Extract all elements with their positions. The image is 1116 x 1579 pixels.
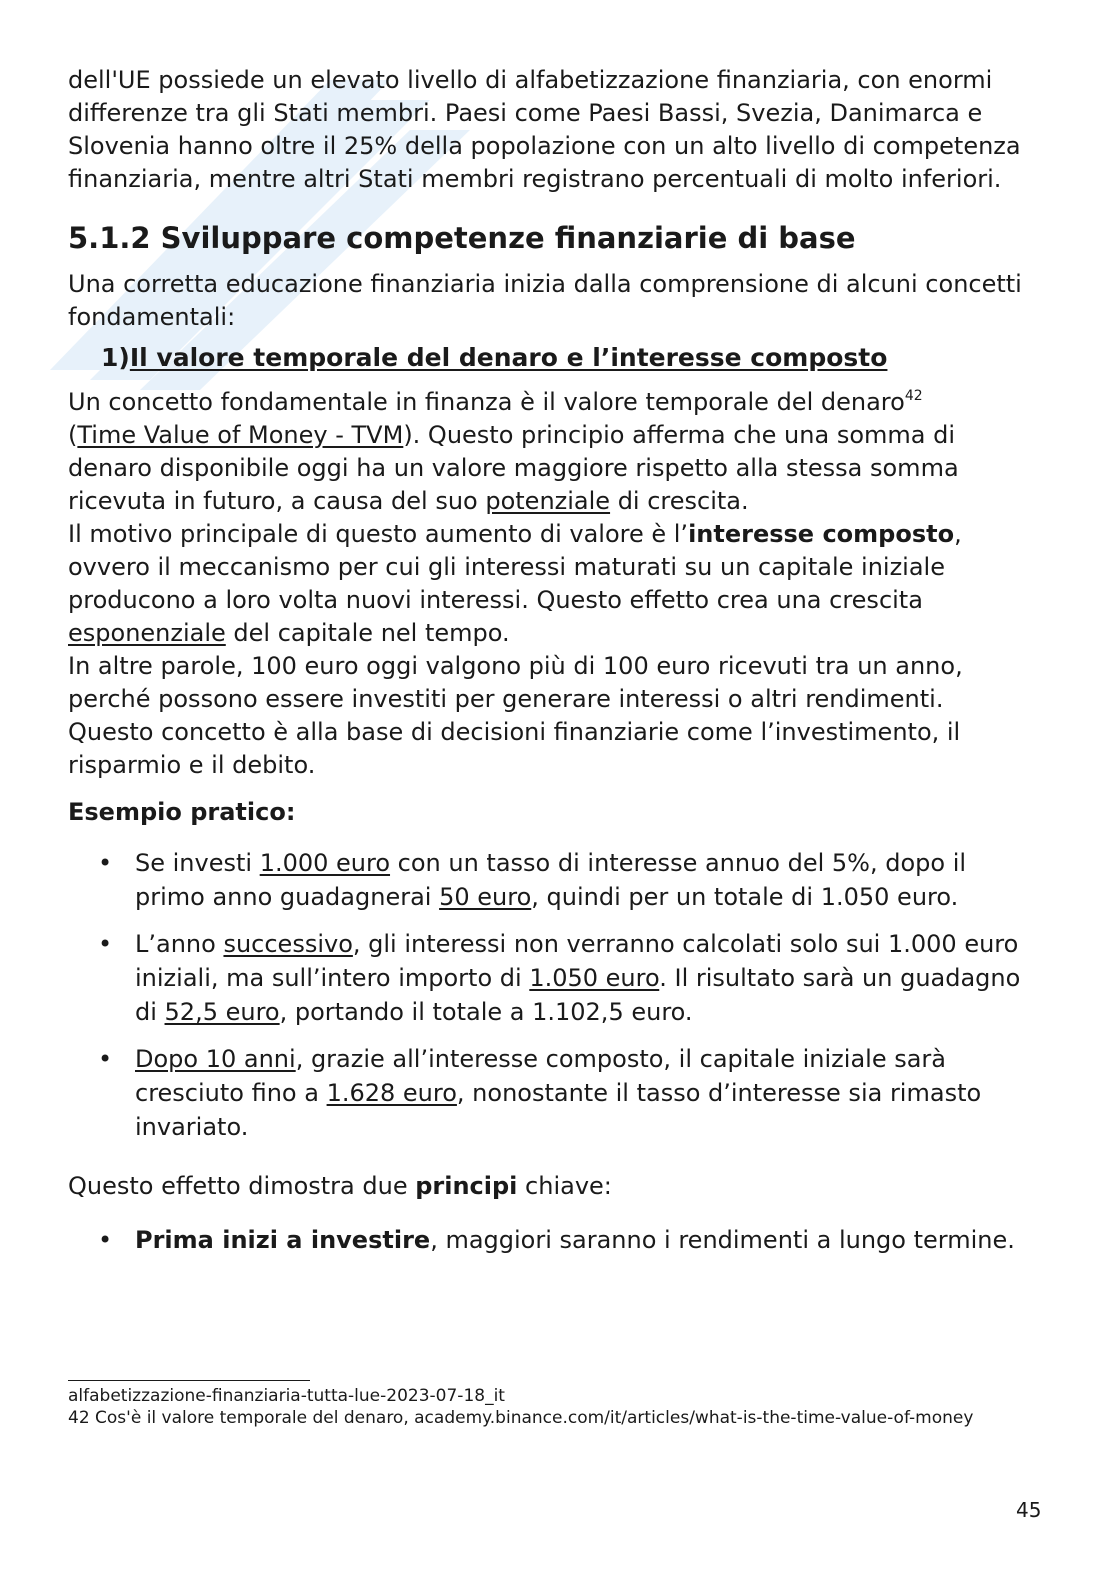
- bold-term: principi: [415, 1172, 518, 1200]
- subsection-number: 1): [101, 343, 130, 372]
- item-text: con un tasso di interesse annuo del 5%, dopo il primo anno guadagnerai: [135, 849, 967, 911]
- subsection-title: Il valore temporale del denaro e l’interesse composto: [129, 343, 888, 372]
- bullet-icon: •: [98, 849, 113, 877]
- tvm-definition: [68, 386, 1043, 518]
- example-list: [68, 846, 1043, 1144]
- subsection-heading: [101, 340, 1043, 376]
- tvm-text: ). Questo principio afferma che una somma di denaro disponibile oggi ha un valore maggiore rispetto alla stessa somma ricevuta in futuro, a causa del suo: [68, 421, 959, 515]
- item-text: , quindi per un totale di 1.050 euro.: [531, 883, 959, 911]
- footnote-source: alfabetizzazione-finanziaria-tutta-lue-2023-07-18_it: [68, 1386, 505, 1406]
- underlined-term: esponenziale: [68, 619, 226, 647]
- underlined-term: 1.628 euro: [326, 1079, 457, 1107]
- tvm-text: (: [68, 421, 78, 449]
- bullet-icon: •: [98, 1045, 113, 1073]
- list-item: [68, 1223, 1043, 1257]
- underlined-term: 1.000 euro: [259, 849, 391, 877]
- intro-text: chiave:: [517, 1172, 612, 1200]
- tvm-paragraph: [68, 386, 1043, 782]
- list-item: [68, 927, 1043, 1029]
- item-text: Se investi: [135, 849, 260, 877]
- tvm-term-link: Time Value of Money - TVM: [77, 421, 404, 449]
- compound-text: del capitale nel tempo.: [225, 619, 510, 647]
- section-lead: Una corretta educazione finanziaria inizia dalla comprensione di alcuni concetti fondamentali:: [68, 270, 1022, 331]
- other-words-text: In altre parole, 100 euro oggi valgono più di 100 euro ricevuti tra un anno, perché possono essere investiti per generare interessi o altri rendimenti.: [68, 652, 963, 713]
- principles-list: [68, 1223, 1043, 1257]
- section-title: 5.1.2 Sviluppare competenze finanziarie di base: [68, 221, 856, 255]
- bold-term: Prima inizi a investire: [135, 1226, 431, 1254]
- underlined-term: successivo: [223, 930, 353, 958]
- list-item: [68, 846, 1043, 914]
- item-text: L’anno: [135, 930, 224, 958]
- item-text: , nonostante il tasso d’interesse sia rimasto invariato.: [135, 1079, 982, 1141]
- page-number: 45: [1016, 1498, 1042, 1522]
- item-text: , gli interessi non verranno calcolati solo sui 1.000 euro iniziali, ma sull’intero importo di: [135, 930, 1019, 992]
- underlined-term: 1.050 euro: [529, 964, 660, 992]
- item-text: , maggiori saranno i rendimenti a lungo termine.: [430, 1226, 1015, 1254]
- tvm-text: Un concetto fondamentale in finanza è il valore temporale del denaro: [68, 388, 905, 416]
- intro-paragraph: dell'UE possiede un elevato livello di alfabetizzazione finanziaria, con enormi differenze tra gli Stati membri. Paesi come Paesi Bassi, Svezia, Danimarca e Slovenia hanno oltre il 25% della popolazione con un alto livello di competenza finanziaria, mentre altri Stati membri registrano percentuali di molto inferiori.: [68, 66, 1021, 193]
- underlined-term: 52,5 euro: [164, 998, 280, 1026]
- compound-interest-text: [68, 518, 1043, 650]
- compound-text: , ovvero il meccanismo per cui gli interessi maturati su un capitale iniziale producono a loro volta nuovi interessi. Questo effetto crea una crescita: [68, 520, 962, 614]
- item-text: , grazie all’interesse composto, il capitale iniziale sarà cresciuto fino a: [135, 1045, 946, 1107]
- item-text: . Il risultato sarà un guadagno di: [135, 964, 1021, 1026]
- bullet-icon: •: [98, 930, 113, 958]
- list-item: [68, 1042, 1043, 1144]
- underlined-term: Dopo 10 anni: [135, 1045, 296, 1073]
- footnote-ref: 42: [904, 388, 923, 404]
- footnote-divider: [68, 1380, 310, 1381]
- concept-basis-text: Questo concetto è alla base di decisioni finanziarie come l’investimento, il risparmio e il debito.: [68, 718, 961, 779]
- underlined-term: potenziale: [485, 487, 611, 515]
- bold-term: interesse composto: [688, 520, 955, 548]
- tvm-text: di crescita.: [610, 487, 749, 515]
- intro-text: Questo effetto dimostra due: [68, 1172, 416, 1200]
- example-title: Esempio pratico:: [68, 798, 296, 826]
- underlined-term: 50 euro: [439, 883, 532, 911]
- principles-intro: [68, 1170, 1043, 1203]
- item-text: , portando il totale a 1.102,5 euro.: [279, 998, 693, 1026]
- document-page: [68, 64, 1043, 1270]
- bullet-icon: •: [98, 1226, 113, 1254]
- footnotes: [68, 1385, 1028, 1429]
- compound-text: Il motivo principale di questo aumento di valore è l’: [68, 520, 689, 548]
- footnote-42: 42 Cos'è il valore temporale del denaro, academy.binance.com/it/articles/what-is-the-time-value-of-money: [68, 1408, 974, 1428]
